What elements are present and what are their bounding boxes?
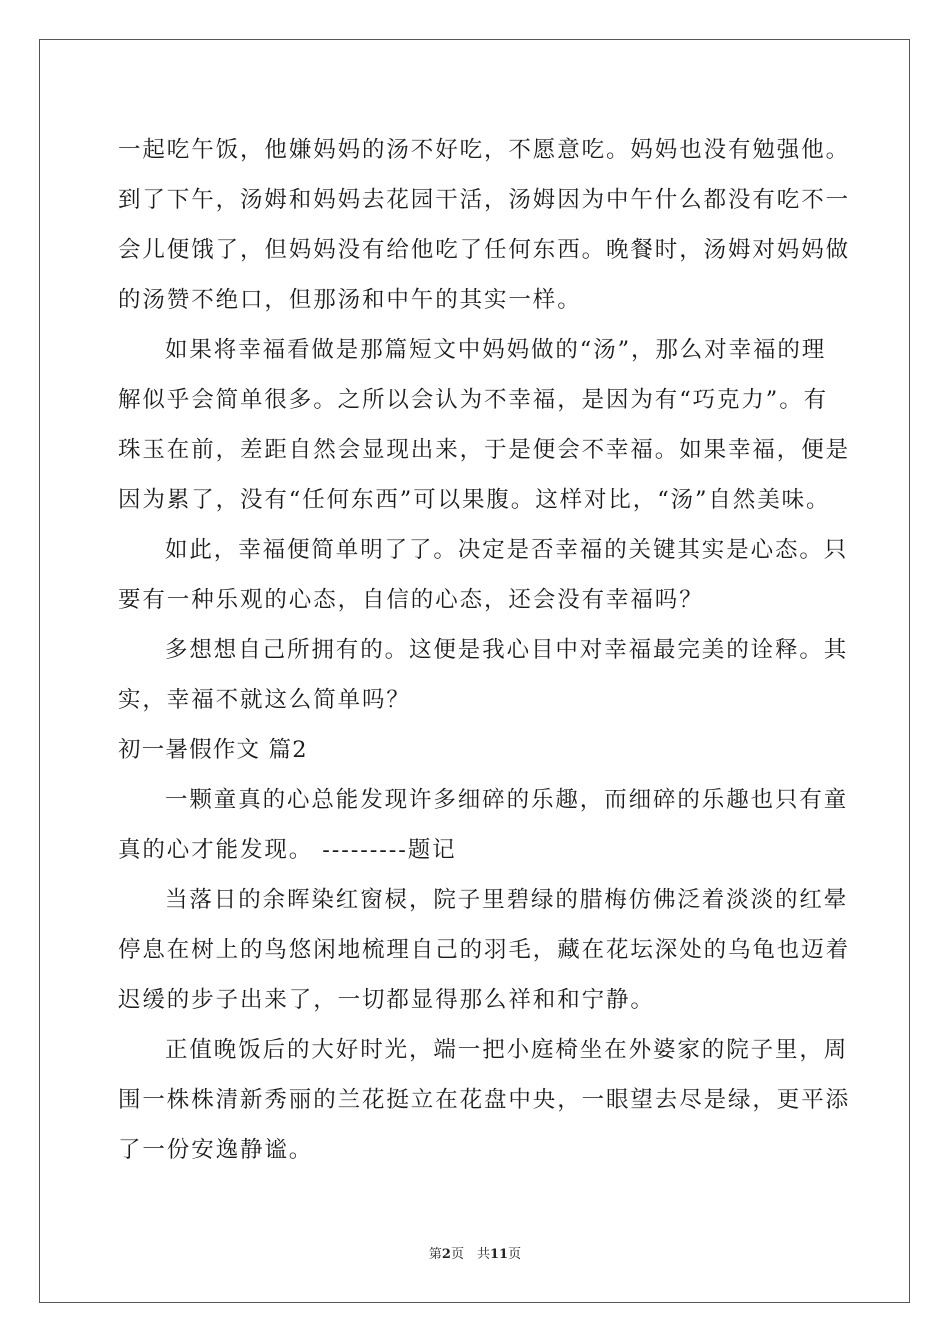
text-line: 真的心才能发现。 ---------题记	[118, 837, 457, 863]
text-line: 停息在树上的鸟悠闲地梳理自己的羽毛，藏在花坛深处的乌龟也迈着	[118, 937, 851, 963]
text-line: 到了下午，汤姆和妈妈去花园干活，汤姆因为中午什么都没有吃不一	[118, 187, 851, 213]
text-line: 解似乎会简单很多。之所以会认为不幸福，是因为有“巧克力”。有	[118, 387, 829, 413]
footer-suffix: 页	[508, 1247, 522, 1262]
page-footer	[0, 1247, 950, 1263]
paragraph-start: 正值晚饭后的大好时光，端一把小庭椅坐在外婆家的院子里，周	[165, 1037, 849, 1063]
footer-mid: 页 共	[450, 1247, 490, 1262]
total-page-count: 11	[489, 1247, 509, 1262]
text-line: 实，幸福不就这么简单吗？	[118, 687, 411, 713]
paragraph-start: 一颗童真的心总能发现许多细碎的乐趣，而细碎的乐趣也只有童	[165, 787, 849, 813]
text-line: 要有一种乐观的心态，自信的心态，还会没有幸福吗？	[118, 587, 704, 613]
text-line: 一起吃午饭，他嫌妈妈的汤不好吃，不愿意吃。妈妈也没有勉强他。	[118, 137, 851, 163]
text-line: 围一株株清新秀丽的兰花挺立在花盘中央，一眼望去尽是绿，更平添	[118, 1087, 851, 1113]
text-line: 的汤赞不绝口，但那汤和中午的其实一样。	[118, 287, 582, 313]
text-line: 会儿便饿了，但妈妈没有给他吃了任何东西。晚餐时，汤姆对妈妈做	[118, 237, 851, 263]
text-line: 了一份安逸静谧。	[118, 1137, 314, 1163]
page-border	[39, 39, 910, 1303]
text-line: 因为累了，没有“任何东西”可以果腹。这样对比，“汤”自然美味。	[118, 487, 831, 513]
text-line: 迟缓的步子出来了，一切都显得那么祥和和宁静。	[118, 987, 655, 1013]
paragraph-start: 如此，幸福便简单明了了。决定是否幸福的关键其实是心态。只	[165, 537, 849, 563]
paragraph-start: 如果将幸福看做是那篇短文中妈妈做的“汤”，那么对幸福的理	[165, 337, 827, 363]
paragraph-start: 多想想自己所拥有的。这便是我心目中对幸福最完美的诠释。其	[165, 637, 849, 663]
paragraph-start: 当落日的余晖染红窗棂，院子里碧绿的腊梅仿佛泛着淡淡的红晕	[165, 887, 849, 913]
current-page-number: 2	[441, 1247, 451, 1262]
footer-prefix: 第	[428, 1247, 442, 1262]
text-line: 珠玉在前，差距自然会显现出来，于是便会不幸福。如果幸福，便是	[118, 437, 851, 463]
section-heading: 初一暑假作文 篇2	[118, 737, 308, 763]
